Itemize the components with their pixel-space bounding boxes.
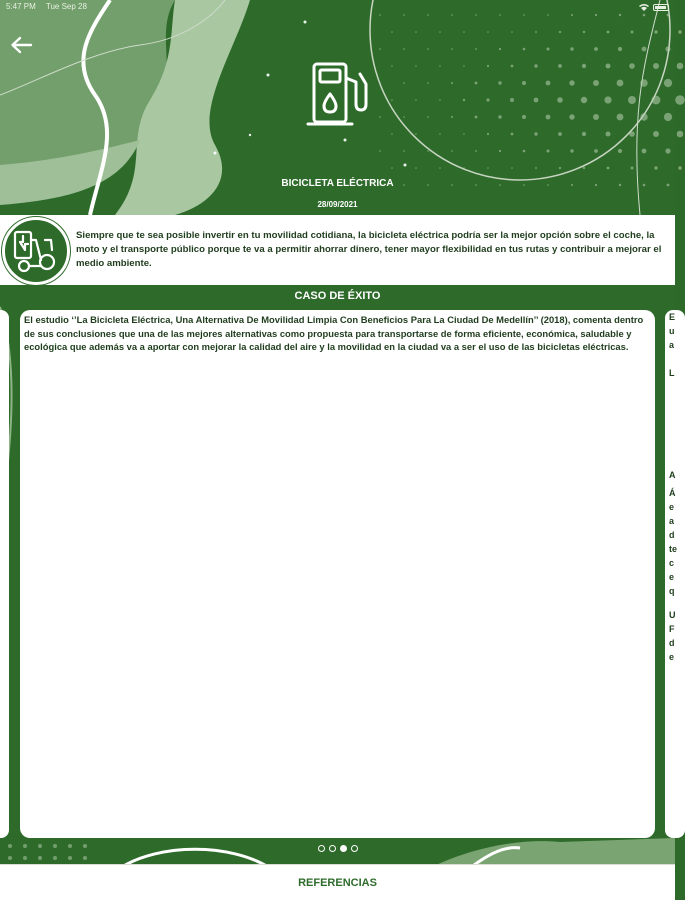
intro-band <box>0 215 675 285</box>
carousel-card-current[interactable] <box>20 310 655 838</box>
references-button[interactable] <box>0 864 675 900</box>
intro-text: Siempre que te sea posible invertir en tu movilidad cotidiana, la bicicleta eléctrica podría ser la mejor opción sobre el coche, la moto y el transporte público porque te va a permitir ahorrar dinero, tener mayor flexibilidad en tus rutas y contribuir a mejorar el medio ambiente. <box>76 230 662 269</box>
pager-dot-1[interactable] <box>318 845 325 852</box>
header <box>0 0 675 215</box>
page-title: BICICLETA ELÉCTRICA <box>281 178 394 189</box>
arrow-left-icon <box>10 36 32 54</box>
page-date: 28/09/2021 <box>317 200 358 209</box>
status-bar <box>0 0 675 14</box>
pager-dot-2[interactable] <box>329 845 336 852</box>
pager-dot-3[interactable] <box>340 845 347 852</box>
battery-full-icon <box>653 4 669 11</box>
back-button[interactable] <box>8 32 34 58</box>
carousel-card-previous[interactable] <box>0 310 9 838</box>
intro-icon-badge <box>2 217 70 285</box>
references-label: REFERENCIAS <box>298 876 377 889</box>
pager-dot-4[interactable] <box>351 845 358 852</box>
wifi-icon <box>639 3 649 11</box>
status-time: 5:47 PM <box>6 2 36 11</box>
electric-bike-icon <box>11 226 61 276</box>
carousel-pager <box>0 843 675 853</box>
card-text: El estudio ‘’La Bicicleta Eléctrica, Una Alternativa De Movilidad Limpia Con Beneficios Para La Ciudad De Medellín’’ (2018), comenta dentro de sus conclusiones que una de las mejores alternativas como propuesta para transportarse de forma eficiente, económica, saludable y ecológica que además va a aportar con mejorar la calidad del aire y la movilidad en la ciudad va a ser el uso de las bicicletas eléctricas. <box>24 314 644 352</box>
carousel-card-next[interactable]: E u a L A Á e a d te c e q U F d e <box>665 310 685 838</box>
status-date: Tue Sep 28 <box>45 2 87 11</box>
fuel-pump-icon <box>304 60 374 130</box>
section-title: CASO DE ÉXITO <box>294 290 381 302</box>
